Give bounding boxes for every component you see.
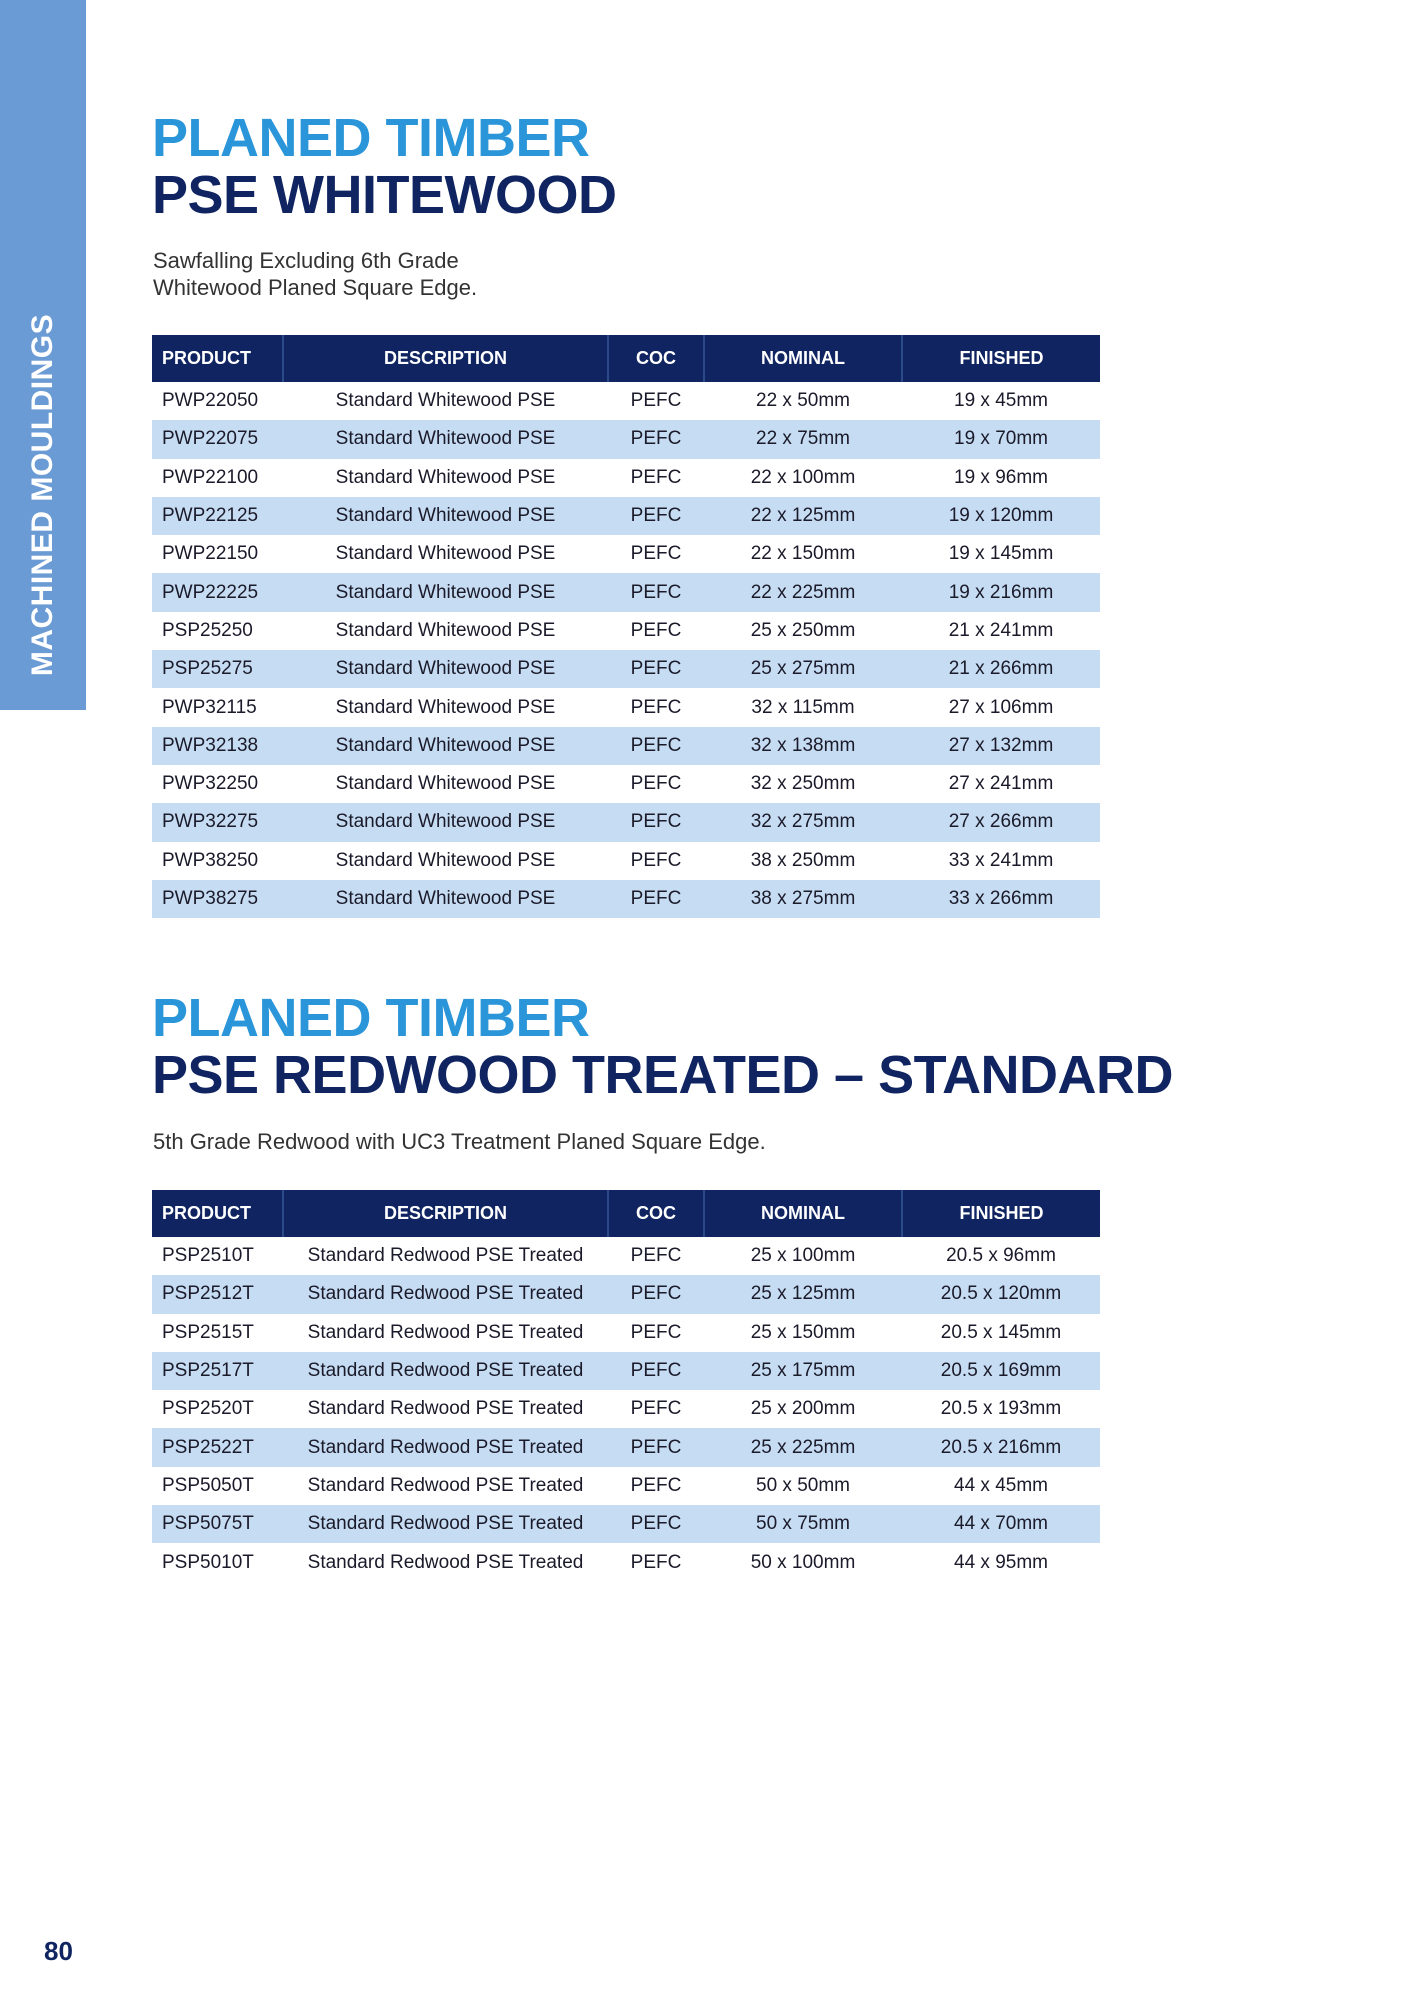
cell-nominal: 25 x 150mm bbox=[750, 1321, 856, 1343]
table-header-row bbox=[152, 1190, 1100, 1237]
column-header-finished: FINISHED bbox=[902, 1190, 1100, 1237]
section-1-title-line2: PSE WHITEWOOD bbox=[152, 165, 617, 225]
table-row bbox=[152, 497, 1100, 535]
cell-coc: PEFC bbox=[608, 1428, 704, 1466]
cell-finished: 27 x 106mm bbox=[948, 696, 1054, 718]
cell-finished: 19 x 70mm bbox=[902, 420, 1100, 458]
cell-coc: PEFC bbox=[630, 1245, 682, 1267]
cell-coc: PEFC bbox=[630, 1321, 682, 1343]
cell-finished: 27 x 132mm bbox=[902, 727, 1100, 765]
table-row bbox=[152, 1314, 1100, 1352]
table-row bbox=[152, 1467, 1100, 1505]
cell-coc: PEFC bbox=[608, 727, 704, 765]
cell-finished: 33 x 241mm bbox=[948, 849, 1054, 871]
cell-product: PSP2512T bbox=[152, 1275, 283, 1313]
cell-description: Standard Redwood PSE Treated bbox=[307, 1398, 584, 1420]
cell-finished: 20.5 x 120mm bbox=[902, 1275, 1100, 1313]
cell-coc: PEFC bbox=[630, 773, 682, 795]
cell-nominal: 32 x 250mm bbox=[750, 773, 856, 795]
table-row bbox=[152, 535, 1100, 573]
cell-coc: PEFC bbox=[630, 543, 682, 565]
cell-finished: 20.5 x 96mm bbox=[946, 1245, 1056, 1267]
cell-description: Standard Redwood PSE Treated bbox=[307, 1474, 584, 1496]
section-2-subtitle: 5th Grade Redwood with UC3 Treatment Planed Square Edge. bbox=[153, 1129, 766, 1154]
cell-coc: PEFC bbox=[608, 880, 704, 918]
cell-nominal: 22 x 125mm bbox=[704, 497, 902, 535]
cell-description: Standard Redwood PSE Treated bbox=[307, 1321, 584, 1343]
section-2-title-line2: PSE REDWOOD TREATED – STANDARD bbox=[152, 1045, 1174, 1105]
cell-product: PSP2515T bbox=[162, 1321, 254, 1343]
column-header-coc: COC bbox=[608, 335, 704, 382]
column-header-description: DESCRIPTION bbox=[283, 1190, 608, 1237]
cell-finished: 19 x 45mm bbox=[954, 390, 1048, 412]
cell-coc: PEFC bbox=[630, 1398, 682, 1420]
cell-finished: 20.5 x 169mm bbox=[902, 1352, 1100, 1390]
cell-product: PWP22075 bbox=[152, 420, 283, 458]
table-row bbox=[152, 688, 1100, 726]
cell-nominal: 50 x 100mm bbox=[750, 1551, 856, 1573]
page-number: 80 bbox=[44, 1936, 73, 1966]
cell-nominal: 22 x 150mm bbox=[750, 543, 856, 565]
cell-finished: 44 x 95mm bbox=[954, 1551, 1048, 1573]
cell-coc: PEFC bbox=[608, 573, 704, 611]
redwood-product-table bbox=[152, 1190, 1100, 1582]
cell-coc: PEFC bbox=[630, 466, 682, 488]
cell-finished: 27 x 266mm bbox=[902, 803, 1100, 841]
table-header-row bbox=[152, 335, 1100, 382]
table-row bbox=[152, 1428, 1100, 1466]
cell-description: Standard Whitewood PSE bbox=[335, 390, 556, 412]
cell-description: Standard Whitewood PSE bbox=[335, 696, 556, 718]
cell-product: PWP22125 bbox=[152, 497, 283, 535]
cell-product: PWP38250 bbox=[162, 849, 259, 871]
cell-finished: 19 x 145mm bbox=[948, 543, 1054, 565]
section-1-subtitle-line1: Sawfalling Excluding 6th Grade bbox=[153, 248, 459, 273]
cell-coc: PEFC bbox=[608, 650, 704, 688]
cell-coc: PEFC bbox=[630, 849, 682, 871]
cell-description: Standard Redwood PSE Treated bbox=[307, 1245, 584, 1267]
cell-nominal: 25 x 250mm bbox=[750, 619, 856, 641]
cell-description: Standard Redwood PSE Treated bbox=[283, 1352, 608, 1390]
cell-description: Standard Whitewood PSE bbox=[283, 727, 608, 765]
cell-coc: PEFC bbox=[608, 1505, 704, 1543]
cell-nominal: 32 x 115mm bbox=[751, 696, 855, 718]
cell-description: Standard Whitewood PSE bbox=[283, 803, 608, 841]
cell-description: Standard Whitewood PSE bbox=[283, 650, 608, 688]
cell-product: PWP32115 bbox=[162, 696, 257, 718]
section-1-subtitle-line2: Whitewood Planed Square Edge. bbox=[153, 275, 478, 300]
table-row bbox=[152, 1352, 1100, 1390]
cell-finished: 19 x 120mm bbox=[902, 497, 1100, 535]
column-header-product: PRODUCT bbox=[152, 1190, 283, 1237]
cell-finished: 44 x 45mm bbox=[954, 1474, 1048, 1496]
table-row bbox=[152, 1543, 1100, 1581]
table-row bbox=[152, 459, 1100, 497]
table-row bbox=[152, 1390, 1100, 1428]
cell-product: PWP32138 bbox=[152, 727, 283, 765]
column-header-nominal: NOMINAL bbox=[704, 1190, 902, 1237]
cell-description: Standard Whitewood PSE bbox=[335, 543, 556, 565]
cell-coc: PEFC bbox=[608, 420, 704, 458]
table-row bbox=[152, 842, 1100, 880]
table-row bbox=[152, 880, 1100, 918]
cell-finished: 33 x 266mm bbox=[902, 880, 1100, 918]
cell-nominal: 32 x 138mm bbox=[704, 727, 902, 765]
cell-finished: 21 x 266mm bbox=[902, 650, 1100, 688]
cell-nominal: 22 x 75mm bbox=[704, 420, 902, 458]
cell-product: PWP32250 bbox=[162, 773, 259, 795]
cell-nominal: 32 x 275mm bbox=[704, 803, 902, 841]
table-row bbox=[152, 765, 1100, 803]
cell-nominal: 50 x 75mm bbox=[704, 1505, 902, 1543]
table-row bbox=[152, 650, 1100, 688]
column-header-coc: COC bbox=[608, 1190, 704, 1237]
column-header-finished: FINISHED bbox=[902, 335, 1100, 382]
table-row bbox=[152, 1275, 1100, 1313]
section-2-title-line1: PLANED TIMBER bbox=[152, 988, 590, 1048]
cell-nominal: 22 x 225mm bbox=[704, 573, 902, 611]
section-1-subtitle bbox=[153, 247, 477, 301]
cell-product: PWP22050 bbox=[162, 390, 259, 412]
column-header-product: PRODUCT bbox=[152, 335, 283, 382]
cell-product: PWP32275 bbox=[152, 803, 283, 841]
cell-product: PSP25275 bbox=[152, 650, 283, 688]
cell-coc: PEFC bbox=[630, 619, 682, 641]
cell-nominal: 38 x 275mm bbox=[704, 880, 902, 918]
section-1-title-line1: PLANED TIMBER bbox=[152, 108, 590, 168]
cell-finished: 20.5 x 193mm bbox=[940, 1398, 1062, 1420]
cell-description: Standard Whitewood PSE bbox=[283, 573, 608, 611]
cell-finished: 20.5 x 216mm bbox=[902, 1428, 1100, 1466]
cell-product: PSP5010T bbox=[162, 1551, 254, 1573]
cell-product: PWP22100 bbox=[162, 466, 259, 488]
cell-nominal: 25 x 200mm bbox=[750, 1398, 856, 1420]
table-row bbox=[152, 1237, 1100, 1275]
cell-description: Standard Redwood PSE Treated bbox=[307, 1551, 584, 1573]
sidebar-label: MACHINED MOULDINGS bbox=[26, 313, 59, 677]
cell-finished: 44 x 70mm bbox=[902, 1505, 1100, 1543]
cell-coc: PEFC bbox=[630, 696, 682, 718]
cell-product: PSP2522T bbox=[152, 1428, 283, 1466]
cell-coc: PEFC bbox=[608, 1352, 704, 1390]
whitewood-product-table bbox=[152, 335, 1100, 918]
cell-nominal: 25 x 225mm bbox=[704, 1428, 902, 1466]
cell-coc: PEFC bbox=[630, 1551, 682, 1573]
cell-product: PSP2520T bbox=[162, 1398, 254, 1420]
cell-product: PSP5075T bbox=[152, 1505, 283, 1543]
cell-description: Standard Whitewood PSE bbox=[283, 497, 608, 535]
cell-description: Standard Whitewood PSE bbox=[335, 849, 556, 871]
cell-description: Standard Redwood PSE Treated bbox=[283, 1428, 608, 1466]
cell-finished: 19 x 216mm bbox=[902, 573, 1100, 611]
cell-finished: 20.5 x 145mm bbox=[940, 1321, 1062, 1343]
cell-nominal: 25 x 275mm bbox=[704, 650, 902, 688]
cell-nominal: 22 x 50mm bbox=[756, 390, 850, 412]
cell-description: Standard Whitewood PSE bbox=[335, 466, 556, 488]
cell-nominal: 25 x 125mm bbox=[704, 1275, 902, 1313]
cell-coc: PEFC bbox=[630, 1474, 682, 1496]
cell-description: Standard Whitewood PSE bbox=[283, 880, 608, 918]
cell-nominal: 25 x 175mm bbox=[704, 1352, 902, 1390]
table-row bbox=[152, 803, 1100, 841]
table-row bbox=[152, 1505, 1100, 1543]
column-header-nominal: NOMINAL bbox=[704, 335, 902, 382]
table-row bbox=[152, 382, 1100, 420]
cell-description: Standard Redwood PSE Treated bbox=[283, 1275, 608, 1313]
cell-product: PWP38275 bbox=[152, 880, 283, 918]
column-header-description: DESCRIPTION bbox=[283, 335, 608, 382]
cell-coc: PEFC bbox=[608, 497, 704, 535]
cell-finished: 27 x 241mm bbox=[948, 773, 1054, 795]
table-row bbox=[152, 727, 1100, 765]
cell-nominal: 22 x 100mm bbox=[750, 466, 856, 488]
cell-description: Standard Whitewood PSE bbox=[335, 773, 556, 795]
cell-coc: PEFC bbox=[608, 803, 704, 841]
cell-nominal: 38 x 250mm bbox=[750, 849, 856, 871]
cell-finished: 19 x 96mm bbox=[954, 466, 1048, 488]
cell-product: PWP22150 bbox=[162, 543, 259, 565]
cell-nominal: 25 x 100mm bbox=[750, 1245, 856, 1267]
cell-description: Standard Redwood PSE Treated bbox=[283, 1505, 608, 1543]
cell-nominal: 50 x 50mm bbox=[756, 1474, 850, 1496]
table-row bbox=[152, 420, 1100, 458]
table-row bbox=[152, 573, 1100, 611]
cell-product: PSP2510T bbox=[162, 1245, 254, 1267]
section-sidebar-tab bbox=[0, 0, 86, 710]
table-row bbox=[152, 612, 1100, 650]
cell-coc: PEFC bbox=[608, 1275, 704, 1313]
cell-description: Standard Whitewood PSE bbox=[283, 420, 608, 458]
cell-product: PSP5050T bbox=[162, 1474, 254, 1496]
cell-finished: 21 x 241mm bbox=[948, 619, 1054, 641]
cell-product: PSP2517T bbox=[152, 1352, 283, 1390]
cell-coc: PEFC bbox=[630, 390, 682, 412]
cell-product: PWP22225 bbox=[152, 573, 283, 611]
cell-product: PSP25250 bbox=[162, 619, 253, 641]
cell-description: Standard Whitewood PSE bbox=[335, 619, 556, 641]
